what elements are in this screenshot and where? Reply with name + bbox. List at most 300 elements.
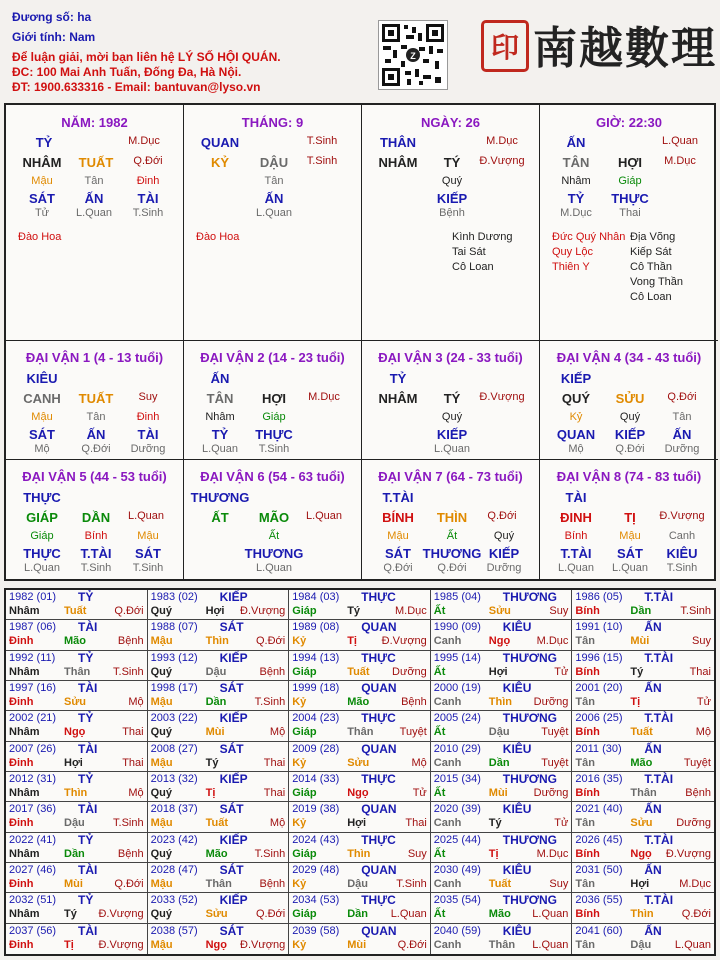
year-branch: Thân [630,787,657,799]
header [0,0,720,100]
pillar-item: THỰC [611,191,649,206]
year-stem: Mậu [150,878,173,890]
year-branch: Tý [630,665,644,678]
red-seal-icon: 印 [481,20,529,72]
year-phase: Bệnh [401,696,427,708]
year-cell [572,863,714,893]
year-label: 2015 (34) [433,773,481,785]
year-branch: Thân [488,938,516,951]
year-cell [572,802,714,832]
dai-van-title: ĐẠI VẬN 2 (14 - 23 tuổi) [200,350,345,365]
year-cell [6,742,148,772]
dai-van-cell-7 [362,460,540,579]
year-cell [572,833,714,863]
dai-van-item: TỶ [211,427,229,442]
year-stem: Kỷ [292,756,307,769]
shen-sat-star: Kiếp Sát [630,246,672,258]
year-label: 1986 (05) [575,591,623,603]
year-branch: Tý [205,756,219,769]
dai-van-item: KIÊU [26,371,58,386]
year-phase: Tử [412,787,427,799]
dai-van-item: TÀI [137,427,159,442]
dai-van-item: THƯƠNG [190,490,250,505]
year-phase: T.Sinh [113,665,144,678]
year-stem: Tân [575,696,595,708]
contact-note: Để luận giải, mời bạn liên hệ LÝ SỐ HỘI QUÁN. [12,50,281,64]
pillar-item: HỢI [617,155,643,170]
dai-van-item: L.Quan [255,562,293,574]
pillar-item: DẬU [259,155,289,170]
year-phase: Đ.Vượng [240,605,286,617]
year-cell [572,651,714,681]
year-branch: Dần [347,908,368,921]
pillar-item: NHÂM [378,155,418,170]
year-god: T.TÀI [644,832,674,847]
year-label: 2008 (27) [150,742,198,755]
pillar-item: NHÂM [22,155,62,170]
year-stem: Nhâm [9,787,40,799]
pillar-item: QUAN [200,135,240,150]
year-phase: Tuyệt [683,756,711,769]
year-label: 2020 (39) [433,803,481,816]
dai-van-item: Q.Đới [437,562,467,574]
pillar-item: THÂN [379,135,417,150]
year-label: 2030 (49) [433,864,481,876]
pillar-item: ẤN [84,191,104,206]
year-cell [431,620,573,650]
year-stem: Mậu [150,817,173,830]
pillar-item: Tân [264,175,284,187]
pillar-item: L.Quan [661,135,699,147]
phone-email: ĐT: 1900.633316 - Email: bantuvan@lyso.vn [12,80,261,94]
shen-sat-star: Đức Quý Nhân [552,231,626,243]
pillar-cell-2 [362,105,540,341]
year-label: 2032 (51) [9,894,57,907]
year-god: TỶ [78,650,94,665]
year-cell [431,681,573,711]
year-cell [572,711,714,741]
year-label: 2010 (29) [433,742,481,755]
year-label: 2000 (19) [433,682,481,694]
year-phase: Tử [554,817,569,830]
dai-van-item: L.Quan [305,510,343,522]
dai-van-cell-5 [6,460,184,579]
year-stem: Quý [150,787,172,799]
dai-van-item: Q.Đới [487,510,517,522]
year-label: 2037 (56) [9,924,57,937]
year-cell [148,620,290,650]
shen-sat-star: Cô Loan [452,261,494,273]
dai-van-item: TỶ [389,371,407,386]
year-phase: Đ.Vượng [98,908,144,921]
year-stem: Quý [150,726,172,739]
year-branch: Dần [205,696,227,708]
year-label: 2024 (43) [292,833,340,846]
year-phase: M.Dục [679,878,711,890]
year-stem: Kỷ [292,635,307,648]
year-stem: Kỷ [292,696,307,708]
dai-van-item: Đ.Vượng [659,510,705,522]
year-god: QUAN [361,863,397,877]
year-god: QUAN [361,741,397,756]
year-branch: Sửu [630,817,653,830]
dai-van-item: THƯƠNG [244,546,304,561]
year-phase: T.Sinh [254,847,286,860]
owner-name: Đương số: ha [12,10,92,24]
year-god: T.TÀI [644,590,674,604]
year-branch: Tị [347,635,357,648]
year-god: TỶ [78,832,94,847]
year-stem: Bính [575,605,600,617]
year-phase: M.Dục [395,605,427,617]
year-branch: Dậu [488,726,510,739]
year-stem: Đinh [9,756,34,769]
shen-sat-star: Cô Loan [630,291,672,303]
dai-van-item: Bính [84,530,108,542]
year-branch: Ngọ [630,847,652,860]
dai-van-item: KIẾP [488,546,520,561]
year-stem: Nhâm [9,605,40,617]
year-branch: Tị [630,696,641,708]
year-phase: Đ.Vượng [665,847,711,860]
dai-van-item: TÝ [443,391,461,406]
year-god: TÀI [78,681,98,695]
year-label: 2034 (53) [292,894,340,907]
pillar-item: T.Sinh [306,135,338,147]
pillar-item: Quý [441,175,463,187]
year-branch: Thìn [488,696,513,708]
year-cell [289,924,431,954]
year-cell [431,802,573,832]
year-label: 2001 (20) [575,682,623,694]
year-cell [431,893,573,923]
year-cell [148,742,290,772]
pillar-item: KIẾP [436,191,468,206]
year-stem: Giáp [292,847,317,860]
dai-van-item: QUÝ [561,391,591,406]
year-god: THỰC [361,893,396,908]
dai-van-title: ĐẠI VẬN 6 (54 - 63 tuổi) [200,469,345,484]
shen-sat-star: Đào Hoa [196,231,240,243]
dai-van-item: Ất [446,530,458,542]
year-god: ẤN [644,741,662,756]
dai-van-item: SỬU [615,391,645,406]
year-cell [289,711,431,741]
dai-van-item: HỢI [261,391,287,406]
year-god: THƯƠNG [502,650,557,665]
year-stem: Giáp [292,726,317,739]
year-phase: Bệnh [117,635,144,648]
year-stem: Quý [150,847,172,860]
dai-van-item: L.Quan [201,443,239,455]
pillar-item: ẤN [264,191,284,206]
year-stem: Mậu [150,635,173,648]
year-cell [6,924,148,954]
year-phase: Thai [689,665,711,678]
year-phase: Q.Đới [114,605,144,617]
year-god: THƯƠNG [502,893,557,908]
year-label: 2016 (35) [575,773,623,785]
annual-luck-grid [4,588,716,956]
year-god: T.TÀI [644,650,674,665]
year-cell [289,681,431,711]
shen-sat-star: Quy Lộc [552,246,593,258]
dai-van-item: KIẾP [560,371,592,386]
dai-van-item: M.Dục [308,391,340,403]
year-god: QUAN [361,802,397,817]
year-god: THƯƠNG [502,711,557,726]
year-phase: Mộ [411,756,427,769]
pillar-item: SÁT [29,191,55,206]
dai-van-item: Canh [668,530,696,542]
pillar-item: TÝ [443,155,461,170]
year-label: 2006 (25) [575,712,623,725]
year-god: THỰC [361,650,396,665]
year-branch: Mùi [630,635,650,648]
year-stem: Kỷ [292,938,307,951]
year-branch: Tị [64,938,74,951]
year-god: ẤN [644,681,662,695]
year-god: KIẾP [219,772,248,786]
dai-van-title: ĐẠI VẬN 4 (34 - 43 tuổi) [556,350,702,365]
year-cell [572,893,714,923]
year-branch: Dần [488,756,510,769]
year-phase: Mộ [128,696,144,708]
year-branch: Dần [64,847,85,860]
dai-van-item: T.TÀI [560,546,592,561]
year-stem: Tân [575,817,595,830]
year-label: 2038 (57) [150,924,198,937]
dai-van-item: Mậu [137,530,159,542]
dai-van-item: Giáp [30,530,54,542]
year-phase: Tuyệt [399,726,427,739]
year-stem: Bính [575,665,600,678]
year-branch: Mùi [205,726,225,739]
year-cell [6,620,148,650]
year-label: 1994 (13) [292,651,340,664]
year-branch: Ngọ [205,938,227,951]
pillar-cell-0 [6,105,184,341]
qr-code-icon [378,20,448,90]
year-label: 2022 (41) [9,833,57,846]
dai-van-item: Tân [672,411,692,423]
dai-van-item: Q.Đới [81,443,111,455]
pillar-item: Đinh [136,175,160,187]
year-branch: Mão [630,756,653,769]
pillar-item: T.Sinh [132,207,164,219]
year-branch: Tuất [64,605,87,617]
year-cell [6,802,148,832]
year-branch: Mùi [347,938,367,951]
brand-logo: 南越數理 [533,23,717,74]
year-stem: Ất [433,787,446,799]
year-branch: Thân [205,878,232,890]
pillar-title: NGÀY: 26 [421,115,480,130]
dai-van-cell-6 [184,460,362,579]
year-phase: Q.Đới [397,938,427,951]
year-phase: Tuyệt [541,726,569,739]
dai-van-item: ẤN [86,427,106,442]
year-cell [289,742,431,772]
year-phase: Bệnh [259,878,286,890]
year-label: 1995 (14) [433,651,481,664]
year-branch: Mùi [64,878,83,890]
year-stem: Quý [150,908,172,921]
year-label: 2031 (50) [575,864,623,876]
year-god: T.TÀI [644,711,674,726]
address: ĐC: 100 Mai Anh Tuấn, Đống Đa, Hà Nội. [12,65,242,79]
dai-van-item: SÁT [29,427,55,442]
year-stem: Canh [433,696,462,708]
gender: Giới tính: Nam [12,30,96,44]
year-stem: Bính [575,726,600,739]
year-branch: Ngọ [488,635,511,648]
year-god: KIẾP [219,711,248,726]
shen-sat-star: Tai Sát [452,246,486,258]
dai-van-title: ĐẠI VẬN 7 (64 - 73 tuổi) [378,469,523,484]
year-god: SÁT [219,620,244,635]
year-stem: Ất [433,908,446,921]
year-phase: Mộ [269,726,286,739]
dai-van-item: Kỷ [569,411,583,423]
year-label: 1997 (16) [9,682,57,694]
dai-van-item: TUẤT [78,391,114,406]
year-phase: T.Sinh [396,878,427,890]
year-phase: Q.Đới [255,908,286,921]
dai-van-item: Mộ [568,443,584,455]
year-label: 2028 (47) [150,864,198,876]
year-branch: Thìn [630,908,654,921]
year-cell [148,651,290,681]
dai-van-item: Q.Đới [383,562,413,574]
year-phase: Suy [692,635,711,648]
dai-van-item: DẦN [81,510,111,525]
year-label: 2003 (22) [150,712,198,725]
year-stem: Mậu [150,696,173,708]
dai-van-item: Giáp [262,411,286,423]
year-phase: Tử [554,665,569,678]
pillar-item: Mậu [31,175,53,187]
year-phase: Mộ [128,787,144,799]
dai-van-item: Dưỡng [486,562,522,574]
year-god: SÁT [219,681,244,695]
year-god: KIẾP [219,832,248,847]
year-label: 2033 (52) [150,894,198,907]
year-stem: Giáp [292,665,317,678]
year-phase: Mộ [269,817,286,830]
year-cell [289,833,431,863]
year-cell [6,711,148,741]
dai-van-item: L.Quan [557,562,595,574]
year-god: KIÊU [502,681,532,695]
svg-text:Z: Z [410,51,416,61]
dai-van-item: Mộ [34,443,50,455]
dai-van-item: Tân [86,411,106,423]
year-label: 2040 (59) [433,924,481,937]
year-god: THỰC [361,832,396,847]
year-cell [6,651,148,681]
dai-van-item: T.Sinh [666,562,698,574]
year-cell [431,924,573,954]
year-branch: Mão [205,847,228,860]
year-label: 2014 (33) [292,773,340,785]
year-cell [148,863,290,893]
year-stem: Ất [433,605,446,617]
year-phase: Thai [263,756,286,769]
year-god: ẤN [644,863,662,877]
year-phase: Thai [263,787,286,799]
year-stem: Nhâm [9,847,40,860]
year-branch: Dậu [205,665,227,678]
year-cell [148,590,290,620]
year-phase: Suy [549,605,569,617]
dai-van-item: Ất [268,530,280,542]
year-branch: Sửu [347,756,370,769]
year-label: 1990 (09) [433,621,481,634]
year-stem: Nhâm [9,726,40,739]
year-phase: T.Sinh [254,696,286,708]
year-stem: Kỷ [292,878,307,890]
year-god: TỶ [78,590,94,604]
year-stem: Quý [150,605,172,617]
year-god: ẤN [644,923,662,938]
dai-van-item: Dưỡng [130,443,166,455]
dai-van-item: ẤT [211,510,229,525]
year-stem: Bính [575,908,600,921]
year-god: KIẾP [219,893,248,908]
pillar-title: NĂM: 1982 [61,115,128,130]
year-phase: Dưỡng [533,696,569,708]
pillar-item: Q.Đới [133,155,163,167]
year-god: TÀI [78,741,98,756]
year-label: 1999 (18) [292,682,340,694]
year-label: 2021 (40) [575,803,623,816]
dai-van-item: T.Sinh [132,562,164,574]
year-branch: Thìn [64,787,88,799]
year-god: KIÊU [502,741,532,756]
year-label: 1991 (10) [575,621,623,634]
year-stem: Đinh [9,635,34,648]
year-cell [572,620,714,650]
year-cell [431,742,573,772]
year-cell [572,924,714,954]
dai-van-item: NHÂM [378,391,418,406]
year-branch: Tý [64,908,77,921]
year-god: T.TÀI [644,772,674,786]
dai-van-item: GIÁP [26,510,58,525]
year-branch: Sửu [488,605,511,617]
year-phase: Suy [407,847,427,860]
pillar-item: TÀI [137,191,159,206]
year-stem: Canh [433,635,462,648]
dai-van-cell-4 [540,341,718,460]
dai-van-item: BÍNH [382,510,414,525]
year-phase: Q.Đới [681,908,711,921]
shen-sat-star: Thiên Y [552,261,590,273]
year-cell [431,833,573,863]
year-stem: Ất [433,665,446,678]
pillar-title: THÁNG: 9 [241,115,304,130]
year-label: 1983 (02) [150,591,198,603]
year-stem: Tân [575,878,595,890]
year-label: 2027 (46) [9,864,57,876]
pillar-item: L.Quan [255,207,293,219]
pillar-item: Tân [84,175,104,187]
year-cell [148,833,290,863]
year-branch: Thân [64,665,91,678]
year-god: THƯƠNG [502,590,557,604]
pillar-item: Bệnh [439,207,465,219]
